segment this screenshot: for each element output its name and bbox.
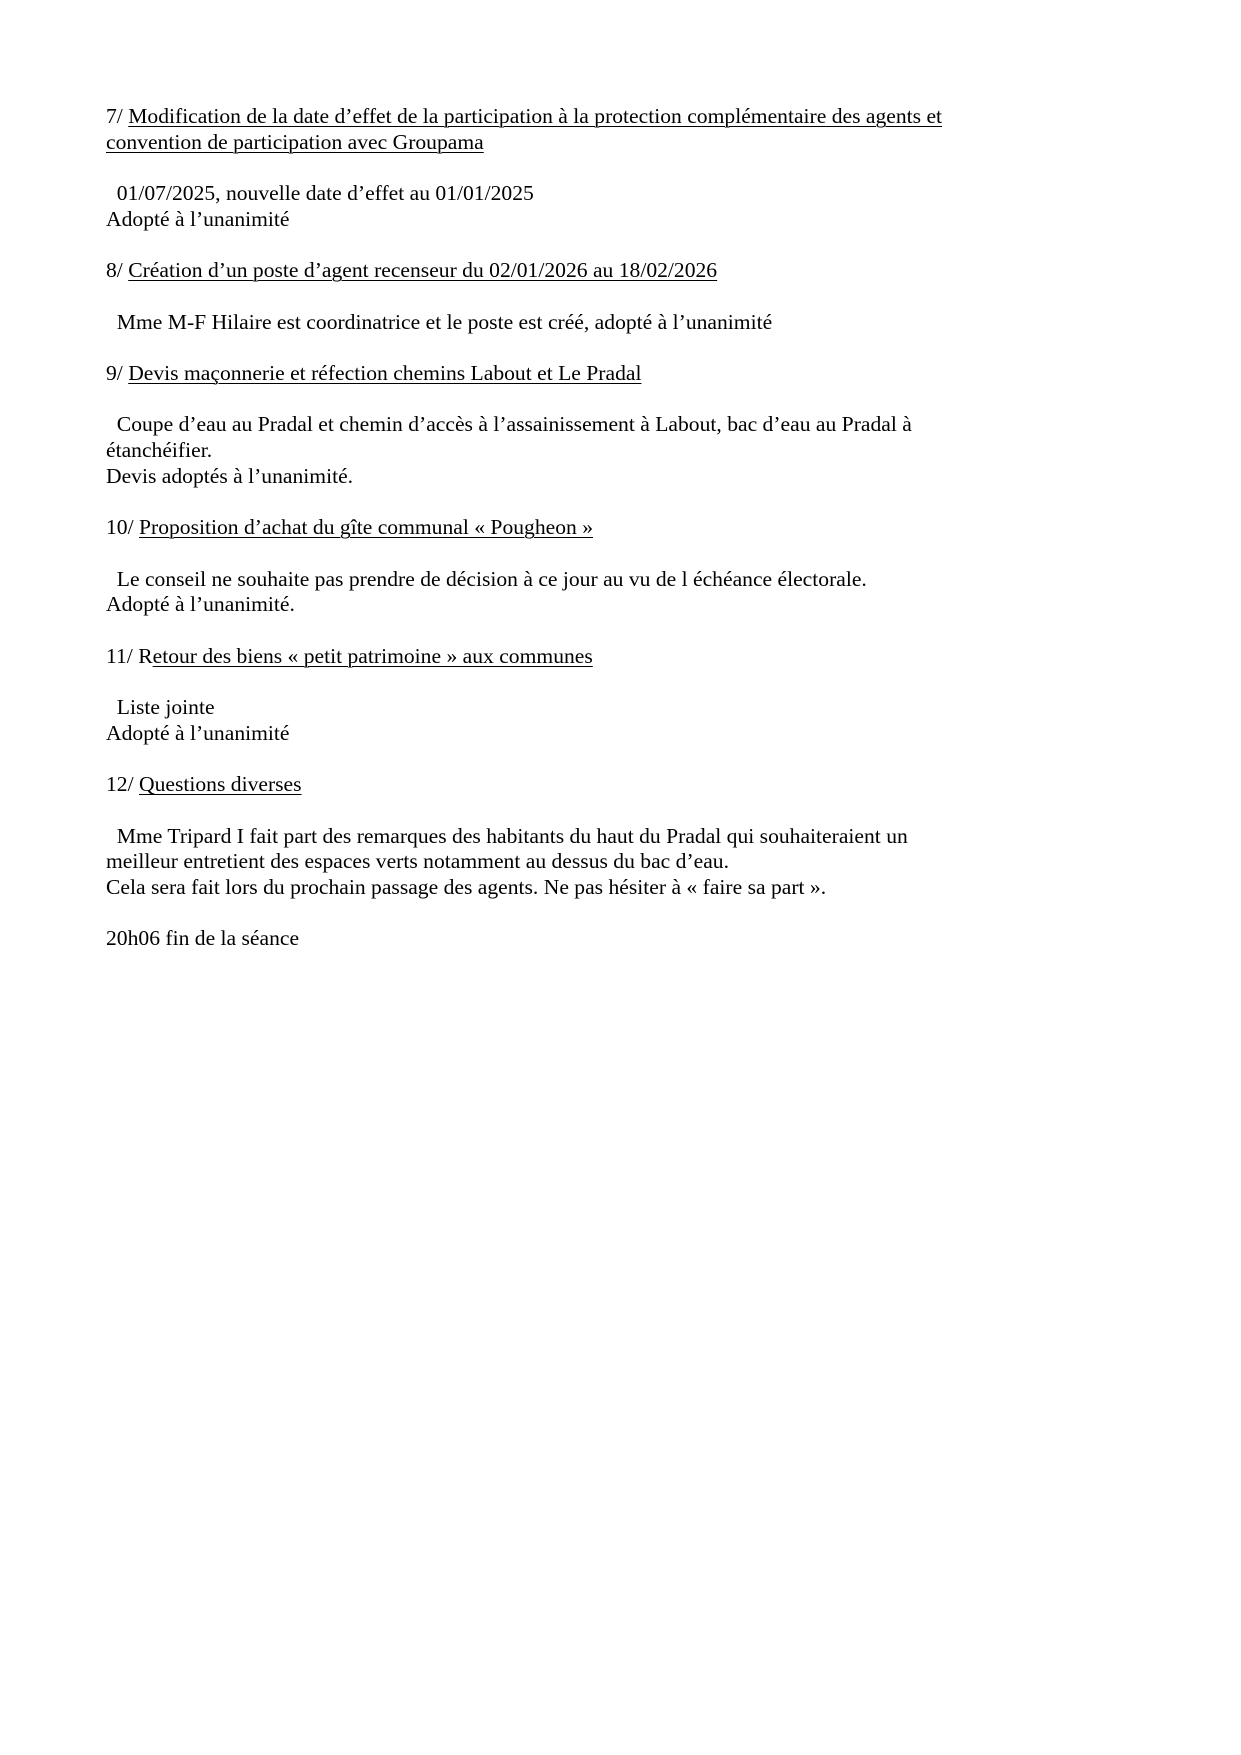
agenda-item-body-line: Cela sera fait lors du prochain passage des agents. Ne pas hésiter à « faire sa part ». bbox=[106, 874, 827, 899]
agenda-item-title-plain: R bbox=[138, 643, 153, 668]
agenda-item-body-line: 01/07/2025, nouvelle date d’effet au 01/01/2025 bbox=[116, 181, 534, 206]
agenda-item-body-line: Le conseil ne souhaite pas prendre de décision à ce jour au vu de l échéance électorale. bbox=[116, 566, 867, 591]
agenda-item-heading bbox=[106, 361, 978, 387]
agenda-item-body-line: Mme Tripard I fait part des remarques des habitants du haut du Pradal qui souhaiteraient un meilleur entretient des espaces verts notamment au dessus du bac d’eau. bbox=[106, 823, 908, 874]
agenda-item-7 bbox=[106, 104, 978, 258]
document-page bbox=[106, 104, 978, 952]
agenda-item-number: 8/ bbox=[106, 258, 129, 283]
agenda-item-10 bbox=[106, 515, 978, 643]
agenda-item-body-line: Liste jointe bbox=[116, 695, 215, 720]
agenda-item-decision: Adopté à l’unanimité bbox=[106, 720, 290, 745]
spacer bbox=[106, 541, 978, 567]
spacer bbox=[106, 335, 978, 361]
spacer bbox=[106, 798, 978, 824]
agenda-item-heading bbox=[106, 104, 978, 155]
agenda-item-title: Création d’un poste d’agent recenseur du 02/01/2026 au 18/02/2026 bbox=[128, 258, 718, 283]
agenda-item-number: 9/ bbox=[106, 360, 129, 385]
spacer bbox=[106, 155, 978, 181]
agenda-item-heading bbox=[106, 644, 978, 670]
spacer bbox=[106, 901, 978, 927]
agenda-item-title: etour des biens « petit patrimoine » aux communes bbox=[152, 643, 593, 668]
agenda-item-decision: Adopté à l’unanimité bbox=[106, 206, 290, 231]
spacer bbox=[106, 284, 978, 310]
agenda-item-9 bbox=[106, 361, 978, 515]
agenda-item-decision: Adopté à l’unanimité. bbox=[106, 592, 295, 617]
meeting-closing-time: 20h06 fin de la séance bbox=[106, 926, 300, 951]
agenda-item-title: Proposition d’achat du gîte communal « Pougheon » bbox=[139, 515, 594, 540]
agenda-item-8 bbox=[106, 258, 978, 361]
agenda-item-body-line: Coupe d’eau au Pradal et chemin d’accès à l’assainissement à Labout, bac d’eau au Pradal à étanchéifier. bbox=[106, 412, 912, 463]
agenda-item-number: 10/ bbox=[106, 515, 139, 540]
agenda-item-title: Modification de la date d’effet de la participation à la protection complémentaire des agents et convention de participation avec Groupama bbox=[106, 104, 943, 154]
agenda-item-body-line: Mme M-F Hilaire est coordinatrice et le poste est créé, adopté à l’unanimité bbox=[116, 309, 773, 334]
agenda-item-title: Devis maçonnerie et réfection chemins Labout et Le Pradal bbox=[128, 360, 642, 385]
agenda-item-11 bbox=[106, 644, 978, 772]
agenda-item-number: 7/ bbox=[106, 104, 129, 128]
spacer bbox=[106, 387, 978, 413]
agenda-item-12 bbox=[106, 772, 978, 926]
spacer bbox=[106, 489, 978, 515]
agenda-item-heading bbox=[106, 515, 978, 541]
agenda-item-number: 11/ bbox=[106, 643, 139, 668]
spacer bbox=[106, 233, 978, 259]
agenda-item-number: 12/ bbox=[106, 772, 139, 797]
spacer bbox=[106, 669, 978, 695]
spacer bbox=[106, 618, 978, 644]
agenda-item-heading bbox=[106, 772, 978, 798]
agenda-item-title: Questions diverses bbox=[139, 772, 302, 797]
agenda-item-heading bbox=[106, 258, 978, 284]
spacer bbox=[106, 746, 978, 772]
agenda-item-decision: Devis adoptés à l’unanimité. bbox=[106, 463, 354, 488]
